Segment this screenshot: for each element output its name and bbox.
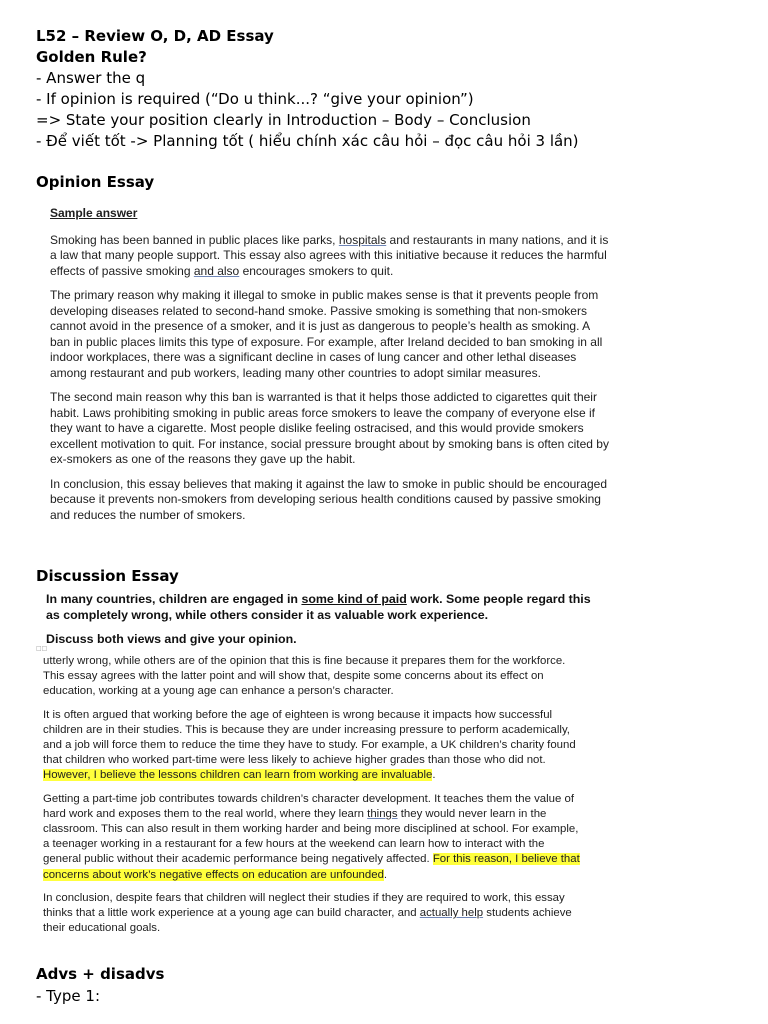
advs-disadvs-heading: Advs + disadvs [36, 965, 165, 983]
discussion-paragraph-1: utterly wrong, while others are of the opinion that this is fine because it prepares them for the workforce. This essay agrees with the latter point and will show that, despite some concerns about its effect on education, working at a young age can enhance a person’s character. [43, 655, 566, 698]
highlight-opinion-2: For this reason, I believe that concerns about work’s negative effects on education are unfounded [43, 853, 580, 881]
image-marker: □□ [36, 645, 48, 652]
discussion-question: In many countries, children are engaged in some kind of paid work. Some people regard this as completely wrong, while others consider it as valuable work experience. [46, 592, 591, 622]
discussion-essay-heading: Discussion Essay [36, 567, 179, 585]
rule-item-3: => State your position clearly in Introduction – Body – Conclusion [36, 111, 531, 129]
opinion-paragraph-4: In conclusion, this essay believes that making it against the law to smoke in public should be encouraged because it prevents non-smokers from developing serious health conditions caused by passive smoking and reduces the number of smokers. [50, 476, 607, 522]
golden-rule-heading: Golden Rule? [36, 48, 147, 66]
discussion-sample-image [43, 654, 583, 944]
opinion-paragraph-3: The second main reason why this ban is warranted is that it helps those addicted to cigarettes quit their habit. Laws prohibiting smoking in public areas force smokers to leave the company of everyone else if they want to have a cigarette. Most people dislike feeling ostracised, and this would provide smokers excellent motivation to quit. For instance, social pressure brought about by smoking bans is often cited by ex-smokers as one of the reasons they gave up the habit. [50, 390, 609, 466]
rule-item-1: - Answer the q [36, 69, 146, 87]
discussion-instruction: Discuss both views and give your opinion. [46, 632, 297, 646]
rule-item-2: - If opinion is required (“Do u think...? “give your opinion”) [36, 90, 474, 108]
type-1-item: - Type 1: [36, 987, 100, 1005]
sample-answer-label: Sample answer [50, 206, 138, 220]
rule-item-4: - Để viết tốt -> Planning tốt ( hiểu chính xác câu hỏi – đọc câu hỏi 3 lần) [36, 132, 579, 150]
discussion-paragraph-4: In conclusion, despite fears that children will neglect their studies if they are required to work, this essay thinks that a little work experience at a young age can build character, and actually help students achieve their educational goals. [43, 891, 572, 935]
opinion-paragraph-2: The primary reason why making it illegal to smoke in public makes sense is that it prevents people from developing diseases related to second-hand smoke. Passive smoking is something that non-smokers cannot avoid in the presence of a smoker, and it is just as dangerous to people’s health as smoking. A ban in public places limits this type of exposure. For example, after Ireland decided to ban smoking in all indoor workplaces, there was a significant decline in cases of lung cancer and other lethal diseases among restaurant and pub workers, leading many other countries to adopt similar measures. [50, 288, 603, 380]
opinion-paragraph-1: Smoking has been banned in public places like parks, hospitals and restaurants in many nations, and it is a law that many people support. This essay also agrees with this initiative because it reduces the harmful effects of passive smoking and also encourages smokers to quit. [50, 232, 609, 278]
lesson-title: L52 – Review O, D, AD Essay [36, 27, 274, 45]
highlight-opinion-1: However, I believe the lessons children can learn from working are invaluable [43, 769, 433, 782]
discussion-paragraph-3: Getting a part-time job contributes towards children’s character development. It teaches them the value of hard work and exposes them to the real world, where they learn things they would never learn in the classroom. This can also result in them working harder and being more disciplined at school. For example, a teenager working in a restaurant for a few hours at the weekend can learn how to interact with the general public without their academic performance being negatively affected. For this reason, I believe that concerns about work’s negative effects on education are unfounded. [43, 792, 580, 881]
opinion-essay-heading: Opinion Essay [36, 173, 155, 191]
discussion-paragraph-2: It is often argued that working before the age of eighteen is wrong because it impacts how successful children are in their studies. This is because they are under increasing pressure to perform academically, and a job will force them to reduce the time they have to study. For example, a UK children’s charity found that children who worked part-time were less likely to achieve higher grades than those who did not. However, I believe the lessons children can learn from working are invaluable. [43, 708, 576, 782]
opinion-sample-image [50, 206, 610, 532]
